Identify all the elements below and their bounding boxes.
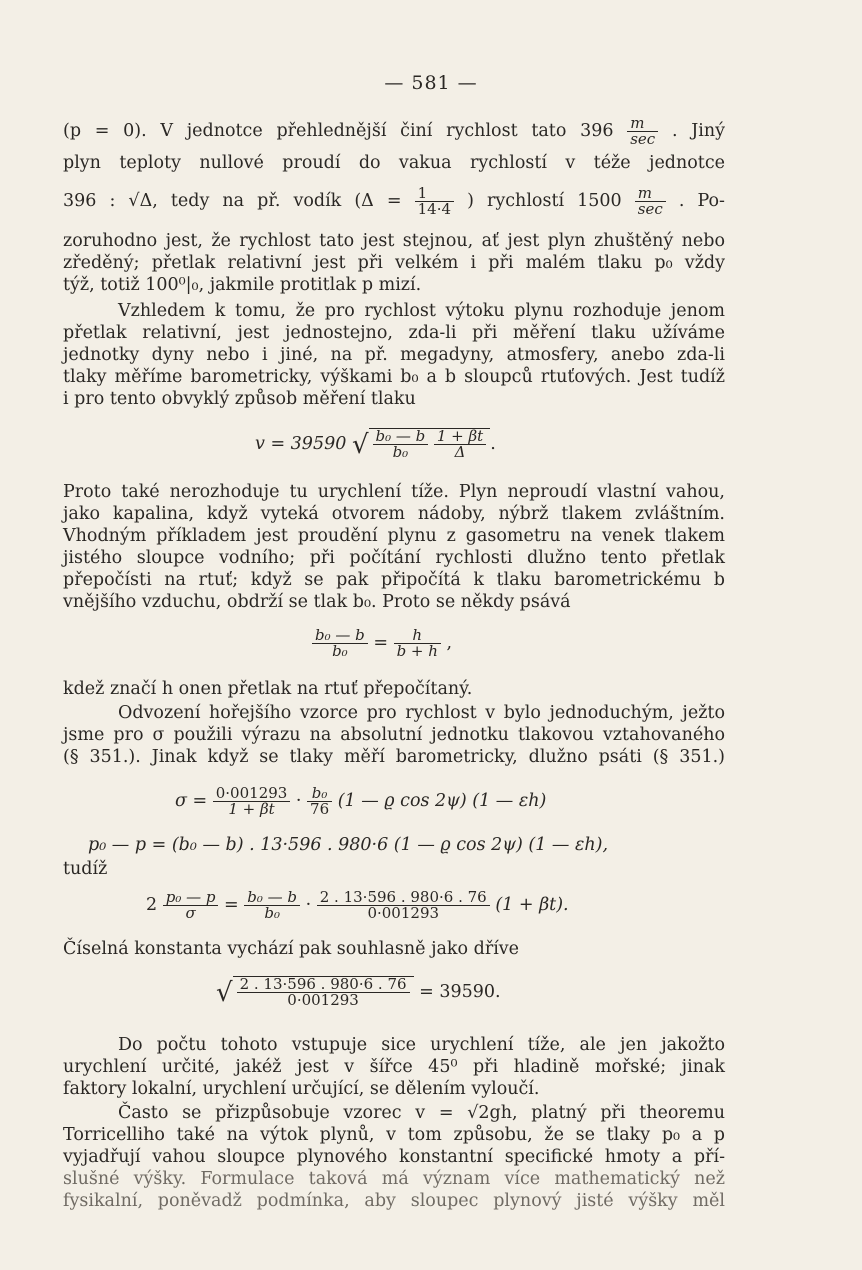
fraction-denominator: 76: [307, 801, 332, 817]
eq-fraction: [163, 890, 219, 921]
text-line: tlaky měříme barometricky, výškami b₀ a b sloupců rtuťových. Jest tudíž: [63, 367, 725, 387]
eq-rhs: = 39590.: [419, 982, 501, 1002]
fraction-numerator: 2 . 13·596 . 980·6 . 76: [319, 888, 487, 906]
text-line: přepočísti na rtuť; když se pak připočítá k tlaku barometrickému b: [63, 570, 725, 590]
text-line: slušné výšky. Formulace taková má význam více mathematický než: [63, 1169, 725, 1189]
unit-fraction: [635, 186, 666, 217]
fraction-denominator: b + h: [394, 643, 441, 659]
eq-lhs: σ =: [175, 791, 208, 811]
sqrt-symbol: √: [351, 430, 369, 460]
text-line: urychlení určité, jakéž jest v šířce 45⁰ při hladině mořské; jinak: [63, 1057, 725, 1077]
fraction-numerator: m: [637, 184, 652, 202]
fraction-denominator: b₀: [244, 905, 300, 921]
sqrt-symbol: √: [216, 978, 233, 1008]
text-line: (§ 351.). Jinak když se tlaky měří barometricky, dlužno psáti (§ 351.): [63, 747, 725, 767]
fraction-denominator: σ: [163, 905, 219, 921]
fraction-numerator: b₀ — b: [315, 626, 365, 644]
text-line: Vzhledem k tomu, že pro rychlost výtoku plynu rozhoduje jenom: [118, 301, 725, 321]
sqrt-content: [369, 428, 491, 460]
text-line: plyn teploty nullové proudí do vakua rychlostí v téže jednotce: [63, 153, 725, 173]
eq-fraction: [244, 890, 300, 921]
page-number: — 581 —: [384, 72, 478, 94]
eq-factor: 2: [146, 895, 158, 915]
eq-fraction: [213, 786, 291, 817]
equation-constant: 2 $\frac{\text{p₀ — p}}{\sigma}$ = $\frac{\text{b₀ — b}}{\text{b₀}}$ · $\frac{2 . 13\cdot 596 . 980\cdot 6 . 76}{0\cdot 001293}$ (1 + βt).: [146, 888, 569, 922]
eq-fraction: [317, 890, 490, 921]
text-line: přetlak relativní, jest jednostejno, zda-li při měření tlaku užíváme: [63, 323, 725, 343]
fraction-denominator: 1 + βt: [213, 801, 291, 817]
text-line: i pro tento obvyklý způsob měření tlaku: [63, 389, 416, 409]
text-segment: (p = 0). V jednotce přehlednější činí rychlost tato 396: [63, 121, 614, 141]
fraction-denominator: b₀: [373, 444, 429, 460]
equation-velocity: v = 39590 √ $\frac{\text{b₀ — b}}{\text{b₀}}$ $\frac{1 + \beta t}{\Delta}$ .: [255, 427, 496, 461]
text-line: fysikalní, poněvadž podmínka, aby sloupec plynový jisté výšky měl: [63, 1191, 725, 1211]
text-line: faktory lokalní, urychlení určující, se dělením vyloučí.: [63, 1079, 540, 1099]
text-line: Do počtu tohoto vstupuje sice urychlení tíže, ale jen jakožto: [118, 1035, 725, 1055]
text-line: Vhodným příkladem jest proudění plynu z gasometru na venek tlakem: [63, 526, 725, 546]
text-line: Odvození hořejšího vzorce pro rychlost v bylo jednoduchým, ježto: [118, 703, 725, 723]
fraction-denominator: b₀: [312, 643, 368, 659]
fraction-denominator: sec: [635, 201, 666, 217]
fraction-numerator: p₀ — p: [165, 888, 216, 906]
text-line: jako kapalina, když vyteká otvorem nádoby, nýbrž tlakem zvláštním.: [63, 504, 725, 524]
text-line: Proto také nerozhoduje tu urychlení tíže. Plyn neproudí vlastní vahou,: [63, 482, 725, 502]
text-line: Torricelliho také na výtok plynů, v tom způsobu, že se tlaky p₀ a p: [63, 1125, 725, 1145]
text-line: [63, 116, 725, 147]
equation-sigma: σ = $\frac{0\cdot 001293}{1 + \beta t}$ · $\frac{\text{b₀}}{76}$ (1 — ϱ cos 2ψ) (1 — εh): [175, 784, 547, 818]
eq-fraction: [312, 628, 368, 659]
fraction-numerator: 1: [417, 184, 428, 202]
sqrt-content: [233, 976, 414, 1008]
text-segment: . Jiný: [671, 121, 725, 141]
fraction-numerator: b₀ — b: [247, 888, 298, 906]
equation-ratio: $\frac{\text{b₀ — b}}{\text{b₀}}$ = $\frac{h}{b + h}$ ,: [312, 628, 452, 659]
eq-lhs: v = 39590: [255, 434, 347, 454]
fraction-numerator: 2 . 13·596 . 980·6 . 76: [239, 975, 407, 993]
fraction-numerator: 1 + βt: [436, 427, 484, 445]
eq-tail: (1 — ϱ cos 2ψ) (1 — εh): [337, 791, 547, 811]
fraction-numerator: m: [630, 114, 645, 132]
text-segment: 396 : √Δ, tedy na př. vodík (Δ =: [63, 191, 402, 211]
text-line: jsme pro σ použili výrazu na absolutní jednotku tlakovou vztahovaného: [63, 725, 725, 745]
text-line: jednotky dyny nebo i jiné, na př. megadyny, atmosfery, anebo zda-li: [63, 345, 725, 365]
text-line: zoruhodno jest, že rychlost tato jest stejnou, ať jest plyn zhuštěný nebo: [63, 231, 725, 251]
text-line: vnějšího vzduchu, obdrží se tlak b₀. Proto se někdy psává: [63, 592, 571, 612]
fraction-denominator: Δ: [434, 444, 486, 460]
text-line: Často se přizpůsobuje vzorec v = √2gh, platný při theoremu: [118, 1103, 725, 1123]
text-line: zředěný; přetlak relativní jest při velkém i při malém tlaku p₀ vždy: [63, 253, 725, 273]
text-line: [63, 186, 725, 217]
delta-fraction: [415, 186, 454, 217]
fraction-numerator: b₀ — b: [375, 427, 426, 445]
fraction-numerator: b₀: [311, 784, 328, 802]
fraction-denominator: 14·4: [415, 201, 454, 217]
text-line: vyjadřují vahou sloupce plynového konstantní specifické hmoty a pří-: [63, 1147, 725, 1167]
fraction-numerator: 0·001293: [215, 784, 288, 802]
text-line: týž, totiž 100⁰|₀, jakmile protitlak p mizí.: [63, 275, 422, 295]
eq-fraction: [394, 628, 441, 659]
eq-fraction: [373, 429, 429, 460]
fraction-denominator: 0·001293: [317, 905, 490, 921]
eq-fraction: [307, 786, 332, 817]
text-line: jistého sloupce vodního; při počítání rychlosti dlužno tento přetlak: [63, 548, 725, 568]
eq-fraction: [434, 429, 486, 460]
eq-tail: (1 + βt).: [495, 895, 569, 915]
unit-fraction: [627, 116, 658, 147]
text-word: tudíž: [63, 859, 108, 879]
equation-pressure: p₀ — p = (b₀ — b) . 13·596 . 980·6 (1 — ϱ cos 2ψ) (1 — εh),: [88, 835, 609, 855]
text-line: Číselná konstanta vychází pak souhlasně jako dříve: [63, 939, 520, 959]
fraction-numerator: h: [412, 626, 423, 644]
eq-fraction: [237, 977, 410, 1008]
fraction-denominator: sec: [627, 131, 658, 147]
text-segment: ) rychlostí 1500: [467, 191, 622, 211]
text-line: kdež značí h onen přetlak na rtuť přepočítaný.: [63, 679, 473, 699]
equation-number: [216, 976, 501, 1008]
fraction-denominator: 0·001293: [237, 992, 410, 1008]
text-segment: . Po-: [678, 191, 725, 211]
